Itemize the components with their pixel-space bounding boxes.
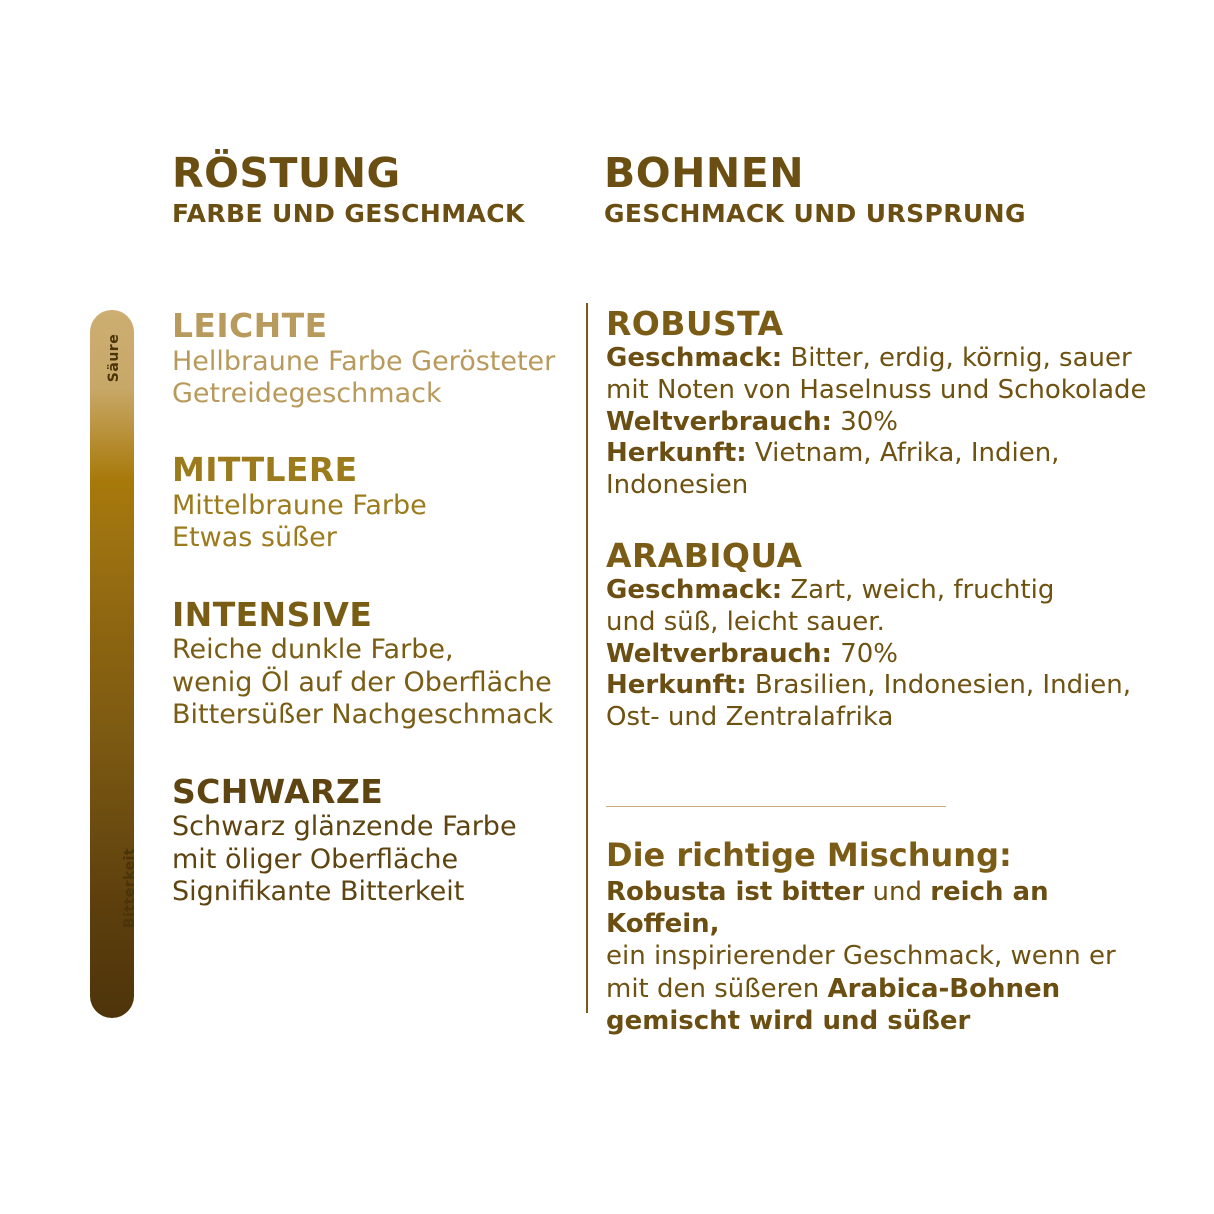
bean-origin-label: Herkunft:	[606, 670, 747, 701]
section-separator	[606, 806, 946, 807]
page-subtitle-beans: GESCHMACK UND URSPRUNG	[604, 199, 1026, 229]
scale-label-bitterness-text: Bitterkeit	[122, 847, 139, 929]
bean-taste-line-2: und süß, leicht sauer.	[606, 606, 885, 637]
scale-label-acidity	[90, 333, 134, 383]
blend-mid-text: und	[864, 876, 931, 907]
bean-item-robusta	[606, 306, 1176, 502]
bean-consumption-value: 30%	[831, 406, 899, 437]
bean-origin-value: Brasilien, Indonesien, Indien,	[746, 670, 1132, 701]
bean-taste-line	[606, 575, 1176, 607]
bean-name: ROBUSTA	[606, 304, 784, 343]
bean-taste-line	[606, 343, 1176, 375]
bean-consumption-label: Weltverbrauch:	[606, 638, 832, 669]
bean-origin-value: Vietnam, Afrika, Indien,	[746, 438, 1060, 469]
bean-origin-label: Herkunft:	[606, 438, 747, 469]
bean-taste-label: Geschmack:	[606, 575, 783, 606]
beans-column-header	[604, 149, 1164, 229]
page-subtitle-roast: FARBE UND GESCHMACK	[172, 199, 525, 229]
blend-strong-caffeine: reich an Koffein,	[606, 876, 1049, 940]
roast-desc-line: mit öliger Oberfläche	[172, 843, 459, 875]
roast-name: SCHWARZE	[172, 771, 384, 811]
column-divider	[586, 303, 588, 1013]
page-title-roast: RÖSTUNG	[172, 149, 401, 197]
blend-advice-block	[606, 838, 1166, 1037]
bean-origin-line-2: Indonesien	[606, 470, 749, 501]
bean-consumption-line	[606, 639, 1176, 671]
blend-advice-line-2: ein inspirierender Geschmack, wenn er	[606, 941, 1116, 972]
bean-taste-value: Bitter, erdig, körnig, sauer	[782, 343, 1132, 374]
page-title-beans: BOHNEN	[604, 149, 805, 197]
scale-label-bitterness	[90, 847, 139, 929]
blend-strong-arabica: Arabica-Bohnen	[827, 973, 1061, 1004]
roast-desc-line: Mittelbraune Farbe	[172, 490, 427, 522]
bean-item-arabiqua	[606, 535, 1176, 734]
bean-list	[606, 306, 1176, 770]
roast-desc-line: Bittersüßer Nachgeschmack	[172, 699, 554, 731]
blend-advice-line-3	[606, 973, 1166, 1005]
roast-desc-line: Signifikante Bitterkeit	[172, 876, 465, 908]
roast-item-light	[172, 308, 572, 410]
roast-desc-line: Schwarz glänzende Farbe	[172, 811, 517, 843]
blend-strong-mixed: gemischt wird und süßer	[606, 1005, 971, 1036]
roast-desc-line: wenig Öl auf der Oberfläche	[172, 666, 552, 698]
blend-plain-text: mit den süßeren	[606, 973, 828, 1004]
roast-desc-line: Hellbraune Farbe Gerösteter	[172, 345, 556, 377]
bean-origin-line	[606, 670, 1176, 702]
roast-desc-line: Getreidegeschmack	[172, 378, 442, 410]
roast-item-black	[172, 771, 572, 909]
blend-advice-line-1	[606, 876, 1166, 940]
roast-name: LEICHTE	[172, 306, 328, 345]
roast-item-intense	[172, 594, 572, 732]
scale-label-acidity-text: Säure	[106, 333, 123, 383]
roast-name: INTENSIVE	[172, 594, 373, 634]
roast-item-medium	[172, 452, 572, 554]
roast-desc-line: Reiche dunkle Farbe,	[172, 634, 454, 666]
bean-consumption-line	[606, 407, 1176, 439]
roast-name: MITTLERE	[172, 450, 358, 490]
roast-desc-line: Etwas süßer	[172, 522, 337, 554]
bean-consumption-label: Weltverbrauch:	[606, 406, 832, 437]
blend-advice-line-4	[606, 1005, 1166, 1037]
bean-consumption-value: 70%	[831, 638, 899, 669]
blend-strong-robusta: Robusta ist bitter	[606, 876, 865, 907]
bean-taste-label: Geschmack:	[606, 343, 783, 374]
blend-advice-title: Die richtige Mischung:	[606, 836, 1012, 874]
bean-name: ARABIQUA	[606, 535, 803, 575]
bean-taste-line-2: mit Noten von Haselnuss und Schokolade	[606, 375, 1147, 406]
bean-taste-value: Zart, weich, fruchtig	[782, 575, 1055, 606]
roast-list	[172, 308, 572, 908]
bean-origin-line-2: Ost- und Zentralafrika	[606, 702, 894, 733]
roast-column-header	[172, 149, 592, 229]
bean-origin-line	[606, 438, 1176, 470]
